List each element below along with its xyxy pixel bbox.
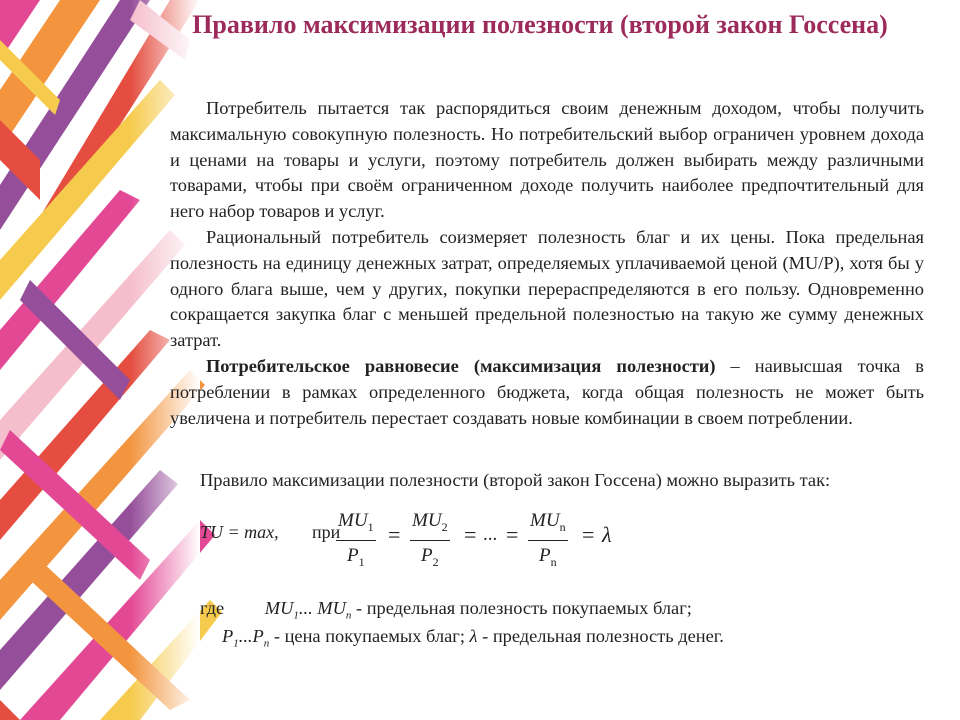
paragraph-3 [170, 354, 924, 431]
equals-3: = [506, 522, 519, 547]
formula [200, 508, 720, 572]
dots: ... [483, 524, 498, 545]
formula-tu: TU = max, [200, 522, 279, 542]
paragraph-1: Потребитель пытается так распорядиться своим денежным доходом, чтобы получить максимальную совокупную полезность. Но потребительский выбор ограничен уровнем дохода и ценами на товары и услуги, поэтому потребитель должен выбирать между различными товарами, чтобы при своём ограниченном доходе получить наиболее предпочтительный для него набор товаров и услуг. [170, 98, 924, 222]
lambda-symbol: λ [602, 522, 612, 547]
explanation-mu: где $MU_1$... $MU_n$ - предельная полезность покупаемых благ; [200, 598, 692, 622]
explanation-p: $P_1...P_n$ - цена покупаемых благ; λ - предельная полезность денег. [222, 626, 724, 650]
formula-pri: при [312, 522, 341, 542]
equals-2: = [464, 522, 477, 547]
fraction-1: $\frac{MU_1}{P_1}$ [338, 510, 374, 569]
paragraph-2: Рациональный потребитель соизмеряет полезность благ и их цены. Пока предельная полезность на единицу денежных затрат, определяемых уплачиваемой ценой (MU/P), хотя бы у одного блага выше, чем у других, покупки перераспределяются в его пользу. Одновременно сокращается закупка благ с меньшей предельной полезностью на такую же сумму денежных затрат. [170, 226, 924, 351]
fraction-n: $MU_n$ $P_n$ [530, 510, 566, 569]
fraction-2: $\frac{MU_2}{P_2}$ [412, 510, 448, 569]
paragraph-3-bold: Потребительское равновесие (максимизация полезности) [206, 355, 716, 376]
equals-4: = [582, 522, 595, 547]
rule-statement: Правило максимизации полезности (второй закон Госсена) можно выразить так: [200, 470, 831, 490]
paragraph-3-rest: – наивысшая точка в потреблении в рамках определенного бюджета, когда общая полезность не может быть увеличена и потребитель перестает создавать новые комбинации в своем потреблении. [170, 355, 924, 428]
slide-title: Правило максимизации полезности (второй закон Госсена) [192, 10, 888, 39]
text-body [170, 96, 924, 431]
equals-1: = [388, 522, 401, 547]
